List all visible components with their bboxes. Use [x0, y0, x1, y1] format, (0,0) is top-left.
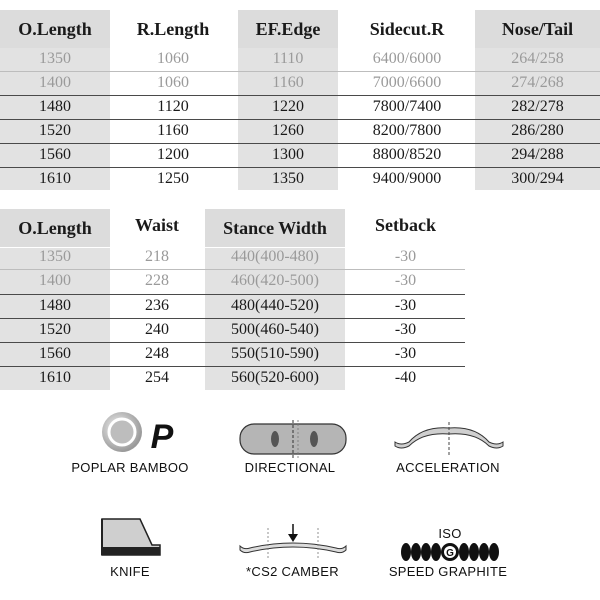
table2-header-setback: Setback: [374, 214, 436, 235]
table1-cell: 1520: [39, 122, 71, 139]
table1-header-r-length: R.Length: [136, 18, 210, 39]
table1-row: [0, 72, 600, 94]
table2-row: [0, 343, 465, 365]
poplar-glyph: P: [150, 418, 174, 456]
feature-label-knife: KNIFE: [110, 564, 150, 579]
table2-header-stance-width: Stance Width: [205, 209, 345, 247]
table2-cell: 440(400-480): [231, 248, 319, 265]
table1-cell: 8200/7800: [372, 122, 442, 139]
table1-cell: 274/268: [511, 74, 564, 91]
table1-row: [0, 96, 600, 118]
table1-header-o-length: O.Length: [0, 10, 110, 48]
table2-cell: 1350: [39, 248, 71, 265]
table1-cell: 1480: [39, 98, 71, 115]
table2-cell: -30: [394, 297, 417, 314]
table1-cell: 286/280: [511, 122, 564, 139]
table1-cell: 264/258: [511, 50, 564, 67]
feature-toplabel-iso: ISO: [438, 526, 462, 541]
table2-cell: 240: [145, 321, 169, 338]
table1-cell: 1200: [157, 146, 189, 163]
feature-label-directional: DIRECTIONAL: [244, 460, 336, 475]
table1-cell: 7000/6600: [372, 74, 442, 91]
table2-header-waist: Waist: [134, 214, 179, 235]
table2-cell: -30: [394, 345, 417, 362]
table1-cell: 1300: [272, 146, 304, 163]
spec-table-2: [0, 200, 600, 395]
table2-cell: 1610: [39, 369, 71, 386]
table1-cell: 282/278: [511, 98, 564, 115]
acceleration-icon: [393, 420, 505, 456]
graphite-badge: G: [446, 548, 454, 559]
table1-header-ef-edge: EF.Edge: [238, 10, 338, 48]
table2-cell: 1520: [39, 321, 71, 338]
table2-row: [0, 270, 465, 292]
table1-cell: 1060: [157, 50, 189, 67]
table2-cell: 248: [145, 345, 169, 362]
table1-cell: 1160: [272, 74, 304, 91]
table2-cell: 480(440-520): [231, 297, 319, 314]
speed-graphite-icon: [400, 541, 500, 563]
table1-row: [0, 144, 600, 166]
table1-cell: 294/288: [511, 146, 564, 163]
table1-row: [0, 120, 600, 142]
feature-label-poplar-bamboo: POPLAR BAMBOO: [71, 460, 189, 475]
poplar-bamboo-icon: [100, 408, 190, 458]
feature-label-acceleration: ACCELERATION: [396, 460, 500, 475]
table1-cell: 7800/7400: [372, 98, 442, 115]
table2-cell: 460(420-500): [231, 272, 319, 289]
feature-label-cs2-camber: *CS2 CAMBER: [246, 564, 339, 579]
table1-cell: 300/294: [511, 170, 564, 187]
table2-cell: -30: [394, 248, 417, 265]
table1-row: [0, 48, 600, 70]
table2-cell: 236: [145, 297, 169, 314]
table2-cell: 1400: [39, 272, 71, 289]
table1-cell: 1260: [272, 122, 304, 139]
table1-header-nose-tail: Nose/Tail: [475, 10, 600, 48]
table1-row: [0, 168, 600, 190]
table1-cell: 1120: [157, 98, 189, 115]
table1-header-sidecut-r: Sidecut.R: [369, 18, 445, 39]
directional-icon: [238, 418, 348, 458]
table1-cell: 1610: [39, 170, 71, 187]
table1-cell: 8800/8520: [372, 146, 442, 163]
table2-cell: 550(510-590): [231, 345, 319, 362]
table2-row: [0, 319, 465, 341]
table2-cell: -30: [394, 321, 417, 338]
table2-cell: 560(520-600): [231, 369, 319, 386]
spec-table-1: [0, 0, 600, 195]
feature-label-speed-graphite: SPEED GRAPHITE: [388, 564, 508, 579]
table1-cell: 1060: [157, 74, 189, 91]
table2-row: [0, 246, 465, 268]
table1-cell: 1220: [272, 98, 304, 115]
table2-cell: -40: [394, 369, 417, 386]
table1-cell: 1110: [272, 50, 304, 67]
table2-cell: 1560: [39, 345, 71, 362]
knife-icon: [100, 515, 165, 560]
table2-header-o-length: O.Length: [0, 209, 110, 247]
cs2-camber-icon: [238, 522, 348, 560]
table1-cell: 1400: [39, 74, 71, 91]
table2-row: [0, 367, 465, 389]
table2-cell: -30: [394, 272, 417, 289]
table1-cell: 1160: [157, 122, 189, 139]
table1-cell: 9400/9000: [372, 170, 442, 187]
table1-cell: 1560: [39, 146, 71, 163]
table2-row: [0, 295, 465, 317]
table2-cell: 500(460-540): [231, 321, 319, 338]
table2-cell: 254: [145, 369, 169, 386]
table1-cell: 1250: [157, 170, 189, 187]
table2-cell: 218: [145, 248, 169, 265]
table1-cell: 1350: [39, 50, 71, 67]
table1-cell: 1350: [272, 170, 304, 187]
table2-cell: 1480: [39, 297, 71, 314]
table1-cell: 6400/6000: [372, 50, 442, 67]
table2-cell: 228: [145, 272, 169, 289]
